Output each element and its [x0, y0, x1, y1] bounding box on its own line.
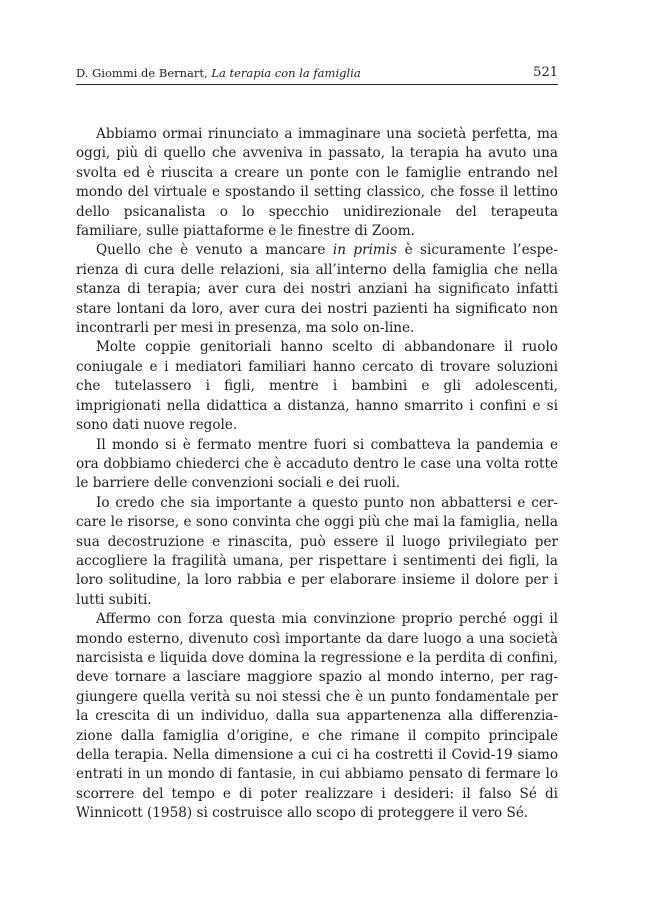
paragraph-2	[76, 241, 558, 338]
paragraph-3: Molte coppie genitoriali hanno scelto di abbandonare il ruolo coniugale e i mediatori familiari hanno cercato di trovare soluzioni che tutelassero i figli, mentre i bambini e gli adolescenti, imprigionati nella didattica a distanza, hanno smarrito i confini e si sono dati nuove regole.	[76, 339, 558, 434]
running-head	[76, 64, 558, 85]
page-number: 521	[533, 65, 558, 80]
paragraph-2-lead: Quello che è venuto a mancare	[96, 242, 333, 259]
paragraph-5: Io credo che sia importante a questo punto non abbattersi e cercare le risorse, e sono convinta che oggi più che mai la famiglia, nella sua decostruzione e rinascita, può essere il luogo privilegiato per accogliere la fragilità umana, per rispettare i sentimenti dei figli, la loro solitudine, la loro rabbia e per elaborare insieme il dolore per i lutti subiti.	[76, 494, 558, 608]
paragraph-2-rest: è sicuramente l’esperienza di cura delle relazioni, sia all’interno della famiglia che nella stanza di terapia; aver cura dei nostri anziani ha significato infatti stare lontani da loro, aver cura dei nostri pazienti ha significato non incontrarli per mesi in presenza, ma solo on-line.	[76, 242, 558, 337]
body-text	[76, 125, 558, 824]
running-head-author: D. Giommi de Bernart,	[76, 66, 212, 80]
paragraph-6: Affermo con forza questa mia convinzione proprio perché oggi il mondo esterno, divenuto così importante da dare luogo a una società narcisista e liquida dove domina la regressione e la perdita di confini, deve tornare a lasciare maggiore spazio al mondo interno, per raggiungere quella verità su noi stessi che è un punto fondamentale per la crescita di un individuo, dalla sua appartenenza alla differenziazione dalla famiglia d’origine, e che rimane il compito principale della terapia. Nella dimensione a cui ci ha costretti il Covid-19 siamo entrati in un mondo di fantasie, in cui abbiamo pensato di fermare lo scorrere del tempo e di poter realizzare i desideri: il falso Sé di Winnicott (1958) si costruisce allo scopo di proteggere il vero Sé.	[76, 611, 558, 822]
paragraph-4: Il mondo si è fermato mentre fuori si combatteva la pandemia e ora dobbiamo chiederci che è accaduto dentro le case una volta rotte le barriere delle convenzioni sociali e dei ruoli.	[76, 436, 558, 492]
paragraph-1: Abbiamo ormai rinunciato a immaginare una società perfetta, ma oggi, più di quello che avveniva in passato, la terapia ha avuto una svolta ed è riuscita a creare un ponte con le famiglie entrando nel mondo del virtuale e spostando il setting classico, che fosse il lettino dello psicanalista o lo specchio unidirezionale del terapeuta familiare, sulle piattaforme e le finestre di Zoom.	[76, 126, 558, 240]
latin-phrase: in primis	[332, 242, 398, 259]
running-head-title: La terapia con la famiglia	[211, 66, 361, 80]
running-head-citation	[76, 66, 361, 80]
